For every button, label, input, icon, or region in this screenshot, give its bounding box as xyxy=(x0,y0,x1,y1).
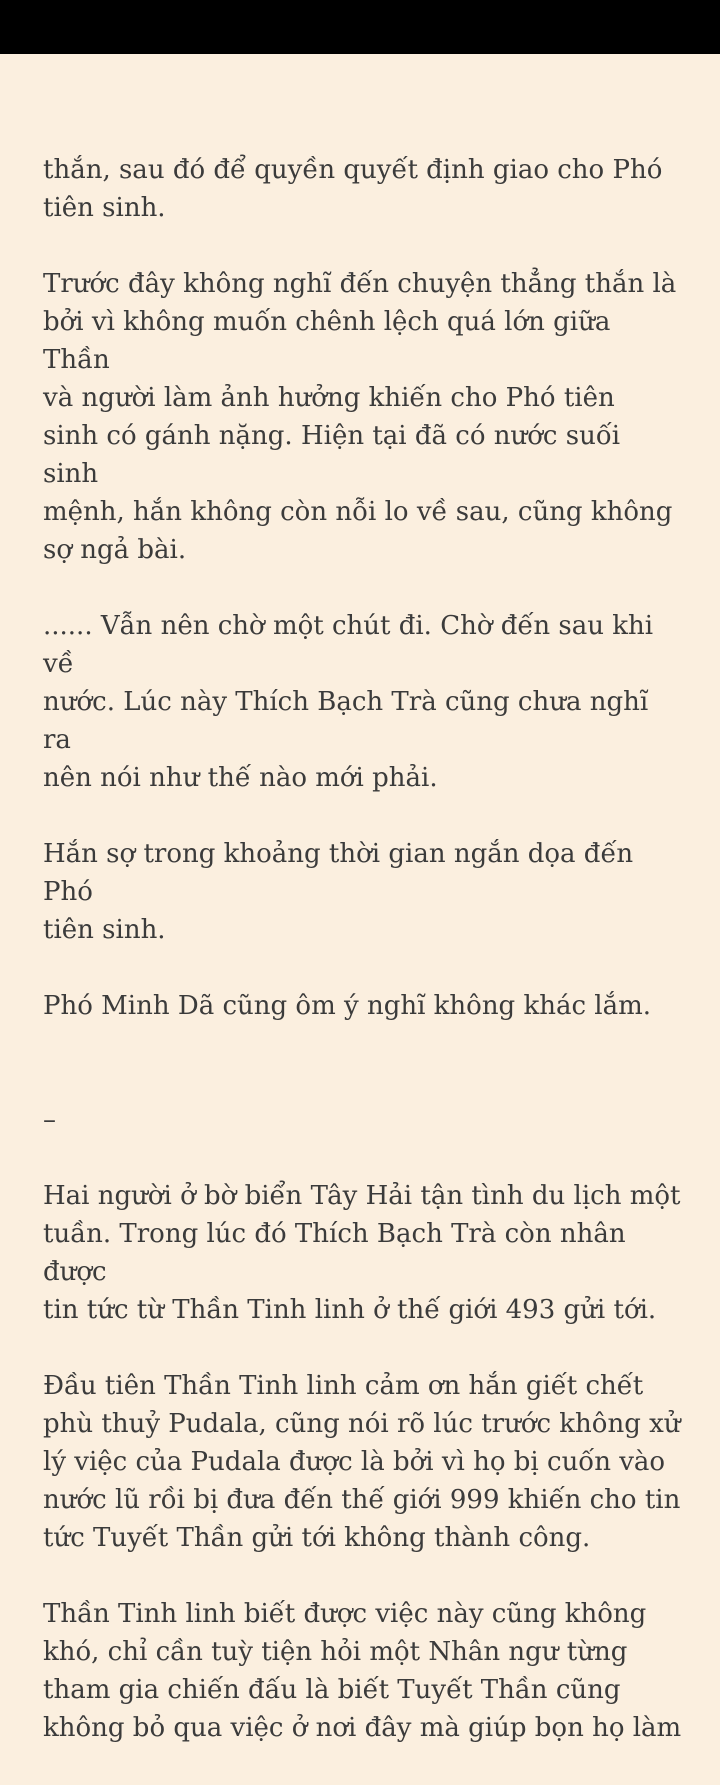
paragraph: Đầu tiên Thần Tinh linh cảm ơn hắn giết chết phù thuỷ Pudala, cũng nói rõ lúc trước không xử lý việc của Pudala được là bởi vì họ bị cuốn vào nước lũ rồi bị đưa đến thế giới 999 khiến cho tin tức Tuyết Thần gửi tới không thành công. xyxy=(43,1371,681,1553)
paragraph: thắn, sau đó để quyền quyết định giao cho Phó tiên sinh. xyxy=(43,155,663,223)
paragraph: ...... Vẫn nên chờ một chút đi. Chờ đến sau khi về nước. Lúc này Thích Bạch Trà cũng chưa nghĩ ra nên nói như thế nào mới phải. xyxy=(43,611,654,793)
paragraph: Thần Tinh linh biết được việc này cũng không khó, chỉ cần tuỳ tiện hỏi một Nhân ngư từng tham gia chiến đấu là biết Tuyết Thần cũng không bỏ qua việc ở nơi đây mà giúp bọn họ làm xyxy=(43,1599,682,1743)
section-separator: – xyxy=(43,1105,56,1135)
status-bar xyxy=(0,0,720,54)
paragraph: Trước đây không nghĩ đến chuyện thẳng thắn là bởi vì không muốn chênh lệch quá lớn giữa Thần và người làm ảnh hưởng khiến cho Phó tiên sinh có gánh nặng. Hiện tại đã có nước suối sinh mệnh, hắn không còn nỗi lo về sau, cũng không sợ ngả bài. xyxy=(43,269,677,565)
paragraph: Phó Minh Dã cũng ôm ý nghĩ không khác lắm. xyxy=(43,991,652,1021)
paragraph: Hai người ở bờ biển Tây Hải tận tình du lịch một tuần. Trong lúc đó Thích Bạch Trà còn nhân được tin tức từ Thần Tinh linh ở thế giới 493 gửi tới. xyxy=(43,1181,681,1325)
paragraph: Hắn sợ trong khoảng thời gian ngắn dọa đến Phó tiên sinh. xyxy=(43,839,634,945)
reader-text-area[interactable] xyxy=(43,151,683,1785)
